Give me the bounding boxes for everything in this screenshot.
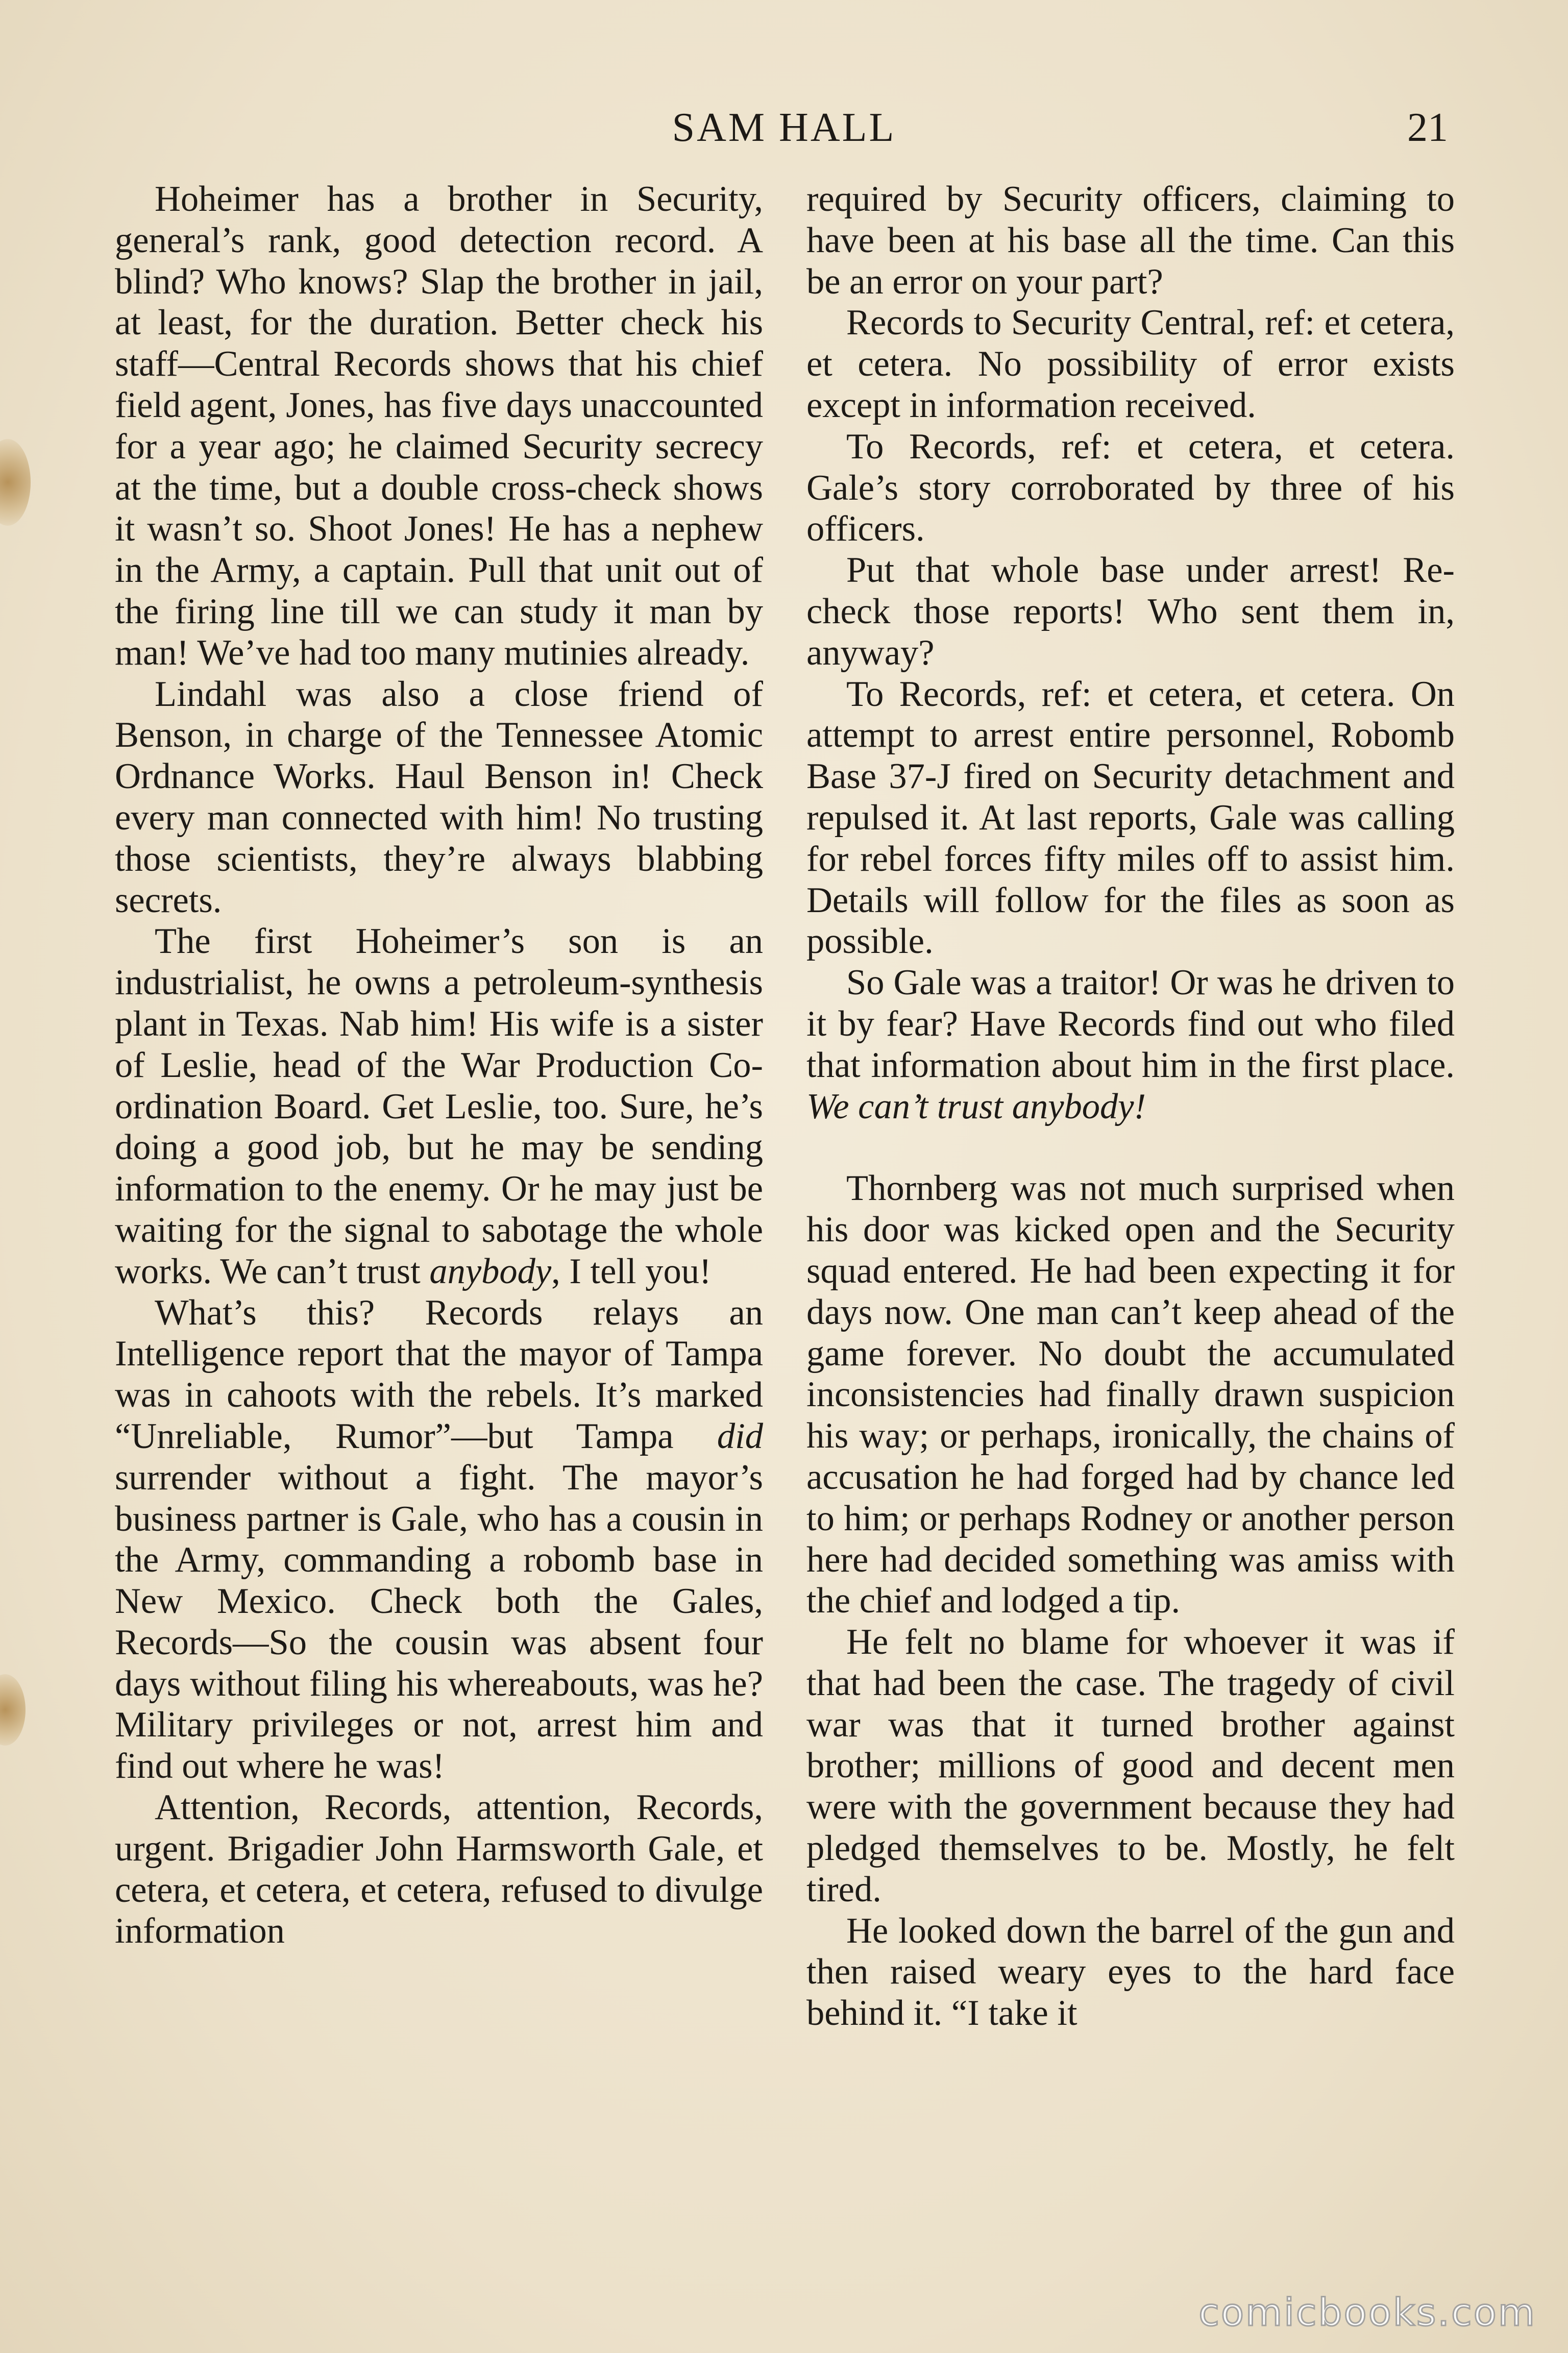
- italic-emphasis: anybody: [429, 1251, 552, 1291]
- paragraph: [115, 1292, 763, 1787]
- page-header: [115, 105, 1453, 161]
- paragraph: Records to Security Central, ref: et cetera, et cetera. No possibility of error exists except in information received.: [806, 303, 1455, 425]
- paragraph: He looked down the barrel of the gun and then raised weary eyes to the hard face behind it. “I take it: [806, 1910, 1455, 2033]
- running-title: SAM HALL: [672, 105, 896, 150]
- left-column: [115, 179, 763, 2231]
- paragraph: He felt no blame for whoever it was if that had been the case. The tragedy of civil war was that it turned brother against brother; millions of good and decent men were with the government because they had pledged themselves to be. Mostly, he felt tired.: [806, 1622, 1455, 1909]
- paragraph-text: What’s this? Records relays an Intelligence report that the mayor of Tampa was in cahoots with the rebels. It’s marked “Unreliable, Rumor”—but Tampa: [115, 1292, 763, 1456]
- page-number: 21: [1407, 105, 1448, 150]
- paragraph: Attention, Records, attention, Records, urgent. Brigadier John Harmsworth Gale, et cetera, et cetera, et cetera, refused to divulge information: [115, 1787, 763, 1951]
- paragraph: Hoheimer has a brother in Security, general’s rank, good detection record. A blind? Who knows? Slap the brother in jail, at least, for the duration. Better check his staff—Central Records shows that his chief field agent, Jones, has five days unaccounted for a year ago; he claimed Security secrecy at the time, but a double cross-check shows it wasn’t so. Shoot Jones! He has a nephew in the Army, a captain. Pull that unit out of the firing line till we can study it man by man! We’ve had too many mutinies already.: [115, 179, 763, 673]
- paragraph: To Records, ref: et cetera, et cetera. On attempt to arrest entire personnel, Robomb Base 37-J fired on Security detachment and repulsed it. At last reports, Gale was calling for rebel forces fifty miles off to assist him. Details will follow for the files as soon as possible.: [806, 674, 1455, 962]
- italic-emphasis: did: [717, 1416, 763, 1456]
- paragraph: [806, 962, 1455, 1127]
- paragraph: [115, 921, 763, 1292]
- paragraph: required by Security officers, claiming to have been at his base all the time. Can this be an error on your part?: [806, 179, 1455, 302]
- paragraph: Thornberg was not much surprised when his door was kicked open and the Security squad entered. He had been expecting it for days now. One man can’t keep ahead of the game forever. No doubt the accumulated inconsistencies had finally drawn suspicion his way; or perhaps, ironically, the chains of accusation he had forged had by chance led to him; or perhaps Rodney or another person here had decided something was amiss with the chief and lodged a tip.: [806, 1168, 1455, 1621]
- watermark-text: comicbooks.com: [1198, 2291, 1536, 2335]
- paragraph: Put that whole base under arrest! Re-check those reports! Who sent them in, anyway?: [806, 550, 1455, 673]
- paragraph-text: The first Hoheimer’s son is an industrialist, he owns a petroleum-synthesis plant in Texas. Nab him! His wife is a sister of Leslie, head of the War Production Co-ordination Board. Get Leslie, too. Sure, he’s doing a good job, but he may be sending information to the enemy. Or he may just be waiting for the signal to sabotage the whole works. We can’t trust: [115, 921, 763, 1291]
- italic-emphasis: We can’t trust anybody!: [806, 1086, 1146, 1126]
- paragraph-text: , I tell you!: [551, 1251, 712, 1291]
- paragraph: Lindahl was also a close friend of Benson, in charge of the Tennessee Atomic Ordnance Works. Haul Benson in! Check every man connected with him! No trusting those scientists, they’re always blabbing secrets.: [115, 674, 763, 920]
- binding-hole-top: [0, 439, 31, 526]
- right-column: [806, 179, 1455, 2231]
- paragraph-text: surrender without a fight. The mayor’s business partner is Gale, who has a cousin in the Army, commanding a robomb base in New Mexico. Check both the Gales, Records—So the cousin was absent four days without filing his whereabouts, was he? Military privileges or not, arrest him and find out where he was!: [115, 1457, 763, 1786]
- paragraph: To Records, ref: et cetera, et cetera. Gale’s story corroborated by three of his officers.: [806, 426, 1455, 549]
- text-columns: [115, 179, 1455, 2231]
- binding-hole-bottom: [0, 1674, 26, 1746]
- paragraph-text: So Gale was a traitor! Or was he driven to it by fear? Have Records find out who filed that information about him in the first place.: [806, 963, 1455, 1085]
